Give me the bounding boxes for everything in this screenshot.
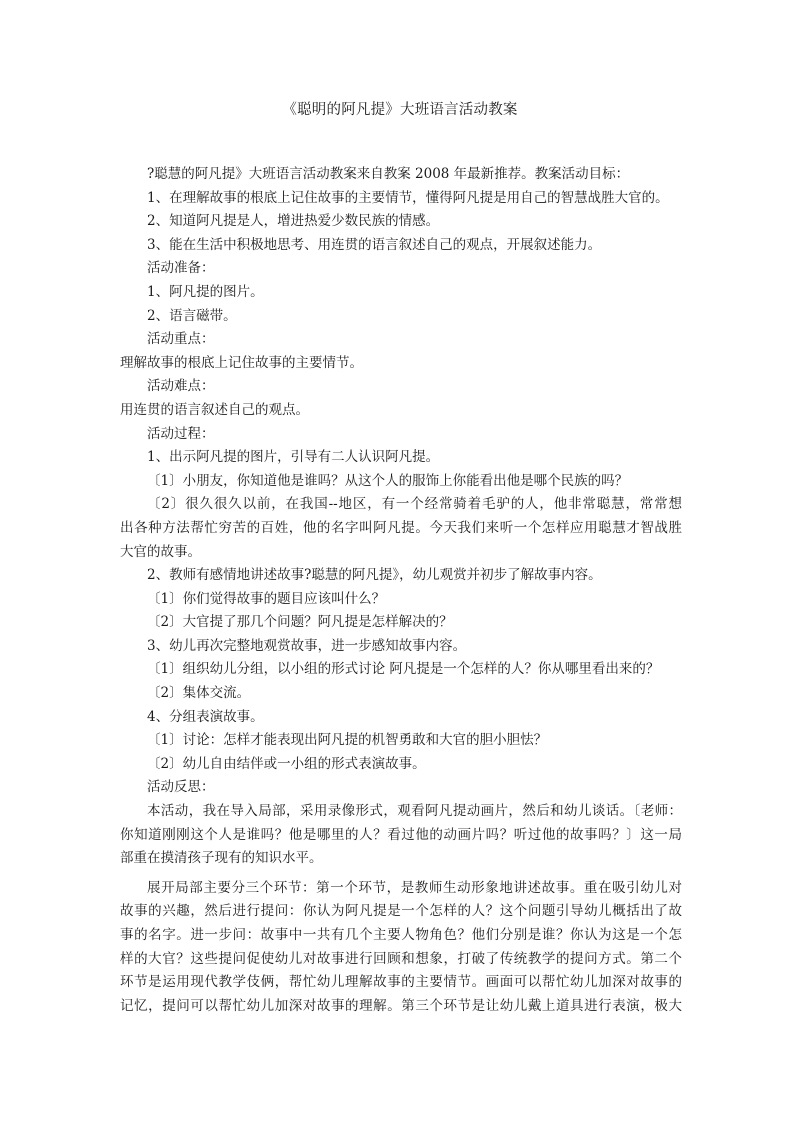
paragraph-line: 〔1〕小朋友，你知道他是谁吗？从这个人的服饰上你能看出他是哪个民族的吗？	[147, 472, 629, 489]
paragraph-line: 3、能在生活中积极地思考、用连贯的语言叙述自己的观点，开展叙述能力。	[147, 236, 602, 253]
paragraph-line: 〔2〕集体交流。	[147, 685, 251, 702]
paragraph-line: 3、幼儿再次完整地观赏故事，进一步感知故事内容。	[147, 637, 467, 654]
paragraph-line: 〔1〕你们觉得故事的题目应该叫什么？	[147, 590, 386, 607]
paragraph-line: 事的名字。进一步问：故事中一共有几个主要人物角色？他们分别是谁？你认为这是一个怎	[120, 927, 682, 943]
section-heading: 活动过程：	[147, 425, 215, 442]
paragraph-line: 理解故事的根底上记住故事的主要情节。	[120, 354, 363, 371]
paragraph-line: 〔1〕组织幼儿分组，以小组的形式讨论 阿凡提是一个怎样的人？你从哪里看出来的？	[147, 661, 660, 678]
section-heading: 活动重点：	[147, 331, 215, 348]
document-title: 《聪明的阿凡提》大班语言活动教案	[282, 102, 518, 118]
paragraph-line: 样的大官？这些提问促使幼儿对故事进行回顾和想象，打破了传统教学的提问方式。第二个	[120, 950, 682, 967]
document-body	[120, 163, 682, 1018]
paragraph-line: 〔2〕大官提了那几个问题？阿凡提是怎样解决的？	[147, 614, 453, 631]
paragraph-line: 你知道刚刚这个人是谁吗？他是哪里的人？看过他的动画片吗？听过他的故事吗？〕这一局	[120, 826, 682, 843]
paragraph-line: 环节是运用现代教学伎俩，帮忙幼儿理解故事的主要情节。画面可以帮忙幼儿加深对故事的	[120, 974, 682, 991]
paragraph-line: 大官的故事。	[120, 543, 201, 560]
section-heading: 活动反思：	[147, 779, 215, 796]
paragraph-line: 展开局部主要分三个环节：第一个环节，是教师生动形象地讲述故事。重在吸引幼儿对	[147, 879, 682, 896]
section-heading: 活动准备：	[147, 260, 215, 277]
paragraph-line: 〔2〕很久很久以前，在我国--地区，有一个经常骑着毛驴的人，他非常聪慧，常常想	[147, 496, 682, 513]
paragraph-line: 1、在理解故事的根底上记住故事的主要情节，懂得阿凡提是用自己的智慧战胜大官的。	[147, 189, 669, 206]
paragraph-line: 2、知道阿凡提是人，增进热爱少数民族的情感。	[147, 213, 440, 230]
section-heading: 活动难点：	[147, 378, 215, 395]
paragraph-line: 2、教师有感情地讲述故事?聪慧的阿凡提》，幼儿观赏并初步了解故事内容。	[147, 567, 602, 584]
paragraph-line: 1、出示阿凡提的图片，引导有二人认识阿凡提。	[147, 449, 440, 466]
paragraph-line: 2、语言磁带。	[147, 307, 237, 324]
paragraph-line: 用连贯的语言叙述自己的观点。	[120, 401, 309, 418]
paragraph-line: 出各种方法帮忙穷苦的百姓，他的名字叫阿凡提。今天我们来听一个怎样应用聪慧才智战胜	[120, 519, 682, 536]
paragraph-line: ?聪慧的阿凡提》大班语言活动教案来自教案 2008 年最新推荐。教案活动目标：	[147, 166, 630, 182]
paragraph-line: 部重在摸清孩子现有的知识水平。	[120, 850, 323, 867]
paragraph-line: 故事的兴趣，然后进行提问：你认为阿凡提是一个怎样的人？这个问题引导幼儿概括出了故	[120, 903, 682, 920]
paragraph-line: 〔2〕幼儿自由结伴或一小组的形式表演故事。	[147, 755, 426, 772]
paragraph-line: 1、阿凡提的图片。	[147, 283, 264, 300]
paragraph-line: 4、分组表演故事。	[147, 708, 264, 725]
paragraph-line: 〔1〕讨论：怎样才能表现出阿凡提的机智勇敢和大官的胆小胆怯？	[147, 732, 548, 749]
paragraph-line: 记忆，提问可以帮忙幼儿加深对故事的理解。第三个环节是让幼儿戴上道具进行表演，极大	[120, 997, 682, 1014]
paragraph-line: 本活动，我在导入局部，采用录像形式，观看阿凡提动画片，然后和幼儿谈话。〔老师：	[147, 803, 682, 820]
